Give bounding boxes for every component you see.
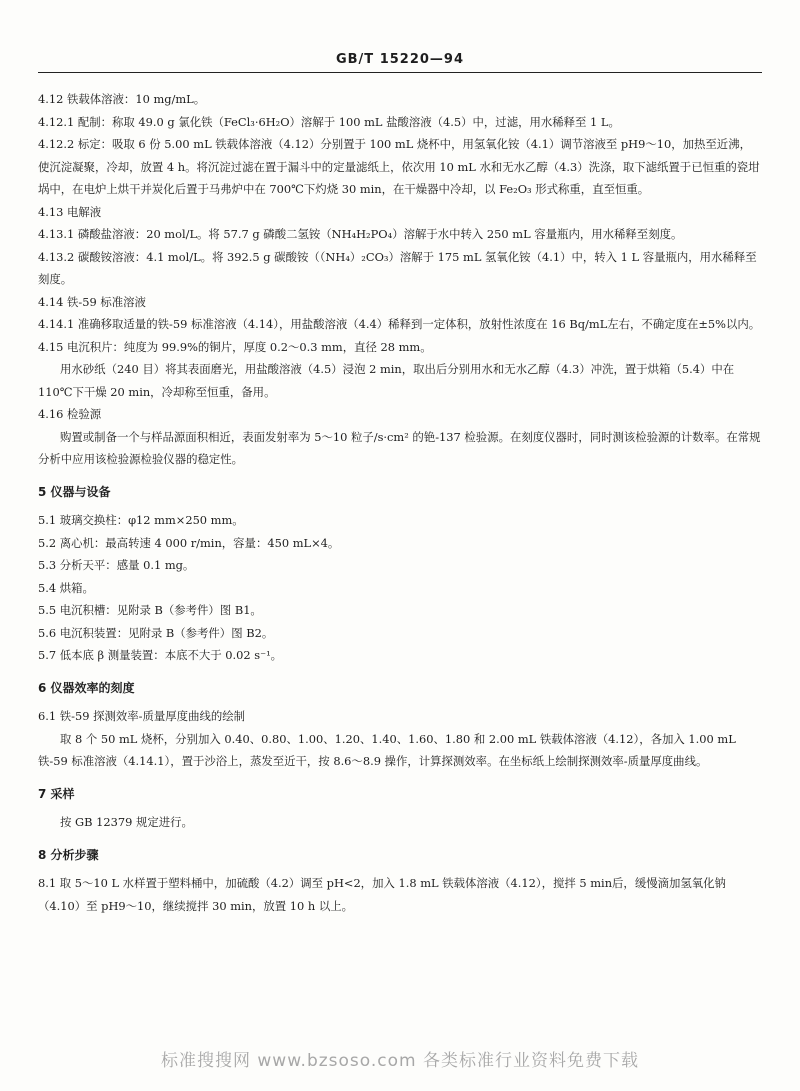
clause-4-13: 4.13 电解液	[38, 204, 102, 219]
clause-5-3: 5.3 分析天平：感量 0.1 mg。	[38, 558, 195, 572]
document-body	[38, 88, 762, 917]
watermark-footer: 标准搜搜网 www.bzsoso.com 各类标准行业资料免费下载	[160, 1051, 639, 1071]
clause-4-14-1: 4.14.1 准确移取适量的铁-59 标准溶液（4.14），用盐酸溶液（4.4）稀释到一定体积，放射性浓度在 16 Bq/mL左右，不确定度在±5%以内。	[38, 317, 761, 331]
clause-5-6: 5.6 电沉积装置：见附录 B（参考件）图 B2。	[38, 625, 274, 640]
clause-5-4: 5.4 烘箱。	[38, 580, 94, 595]
clause-6-1-text: 取 8 个 50 mL 烧杯，分别加入 0.40、0.80、1.00、1.20、1.40、1.60、1.80 和 2.00 mL 铁载体溶液（4.12），各加入 1.00 mL 铁-59 标准溶液（4.14.1），置于沙浴上，蒸发至近干，按 8.6～8.9 操作，计算探测效率。在坐标纸上绘制探测效率-质量厚度曲线。	[38, 731, 736, 768]
clause-4-12: 4.12 铁载体溶液：10 mg/mL。	[38, 92, 206, 106]
section-6-heading: 6 仪器效率的刻度	[38, 680, 135, 695]
clause-7-text: 按 GB 12379 规定进行。	[60, 815, 193, 829]
clause-6-1: 6.1 铁-59 探测效率-质量厚度曲线的绘制	[38, 709, 246, 723]
clause-5-2: 5.2 离心机：最高转速 4 000 r/min，容量：450 mL×4。	[38, 535, 340, 550]
clause-8-1: 8.1 取 5～10 L 水样置于塑料桶中，加硫酸（4.2）调至 pH<2，加入 1.8 mL 铁载体溶液（4.12），搅拌 5 min后，缓慢滴加氢氧化钠（4.10）至 pH9～10，继续搅拌 30 min，放置 10 h 以上。	[38, 876, 726, 913]
clause-4-12-2: 4.12.2 标定：吸取 6 份 5.00 mL 铁载体溶液（4.12）分别置于 100 mL 烧杯中，用氢氧化铵（4.1）调节溶液至 pH9～10，加热至近沸，使沉淀凝聚，冷却，放置 4 h。将沉淀过滤在置于漏斗中的定量滤纸上，依次用 10 mL 水和无水乙醇（4.3）洗涤，取下滤纸置于已恒重的瓷坩埚中，在电炉上烘干并炭化后置于马弗炉中在 700℃下灼烧 30 min，在干燥器中冷却，以 Fe₂O₃ 形式称重，直至恒重。	[38, 137, 760, 196]
page-header-title: GB/T 15220—94	[335, 52, 465, 67]
clause-4-16: 4.16 检验源	[38, 407, 102, 421]
clause-4-15-text: 用水砂纸（240 目）将其表面磨光，用盐酸溶液（4.5）浸泡 2 min，取出后分别用水和无水乙醇（4.3）冲洗，置于烘箱（5.4）中在 110℃下干燥 20 min，冷却称至恒重，备用。	[38, 362, 735, 399]
header-rule	[38, 72, 762, 73]
clause-4-14: 4.14 铁-59 标准溶液	[38, 294, 146, 309]
section-7-heading: 7 采样	[38, 786, 75, 801]
clause-5-1: 5.1 玻璃交换柱：φ12 mm×250 mm。	[38, 513, 244, 527]
clause-4-13-1: 4.13.1 磷酸盐溶液：20 mol/L。将 57.7 g 磷酸二氢铵（NH₄H₂PO₄）溶解于水中转入 250 mL 容量瓶内，用水稀释至刻度。	[38, 227, 683, 241]
section-8-heading: 8 分析步骤	[38, 847, 99, 862]
clause-4-16-text: 购置或制备一个与样品源面积相近，表面发射率为 5～10 粒子/s·cm² 的铯-137 检验源。在刻度仪器时，同时测该检验源的计数率。在常规分析中应用该检验源检验仪器的稳定性。	[38, 429, 761, 466]
clause-4-13-2: 4.13.2 碳酸铵溶液：4.1 mol/L。将 392.5 g 碳酸铵（（NH₄）₂CO₃）溶解于 175 mL 氢氧化铵（4.1）中，转入 1 L 容量瓶内，用水稀释至刻度。	[38, 249, 757, 286]
clause-5-7: 5.7 低本底 β 测量装置：本底不大于 0.02 s⁻¹。	[38, 648, 283, 662]
section-5-heading: 5 仪器与设备	[38, 484, 111, 499]
clause-4-12-1: 4.12.1 配制：称取 49.0 g 氯化铁（FeCl₃·6H₂O）溶解于 100 mL 盐酸溶液（4.5）中，过滤，用水稀释至 1 L。	[38, 114, 620, 129]
clause-5-5: 5.5 电沉积槽：见附录 B（参考件）图 B1。	[38, 603, 262, 617]
clause-4-15: 4.15 电沉积片：纯度为 99.9%的铜片，厚度 0.2～0.3 mm，直径 28 mm。	[38, 339, 432, 354]
